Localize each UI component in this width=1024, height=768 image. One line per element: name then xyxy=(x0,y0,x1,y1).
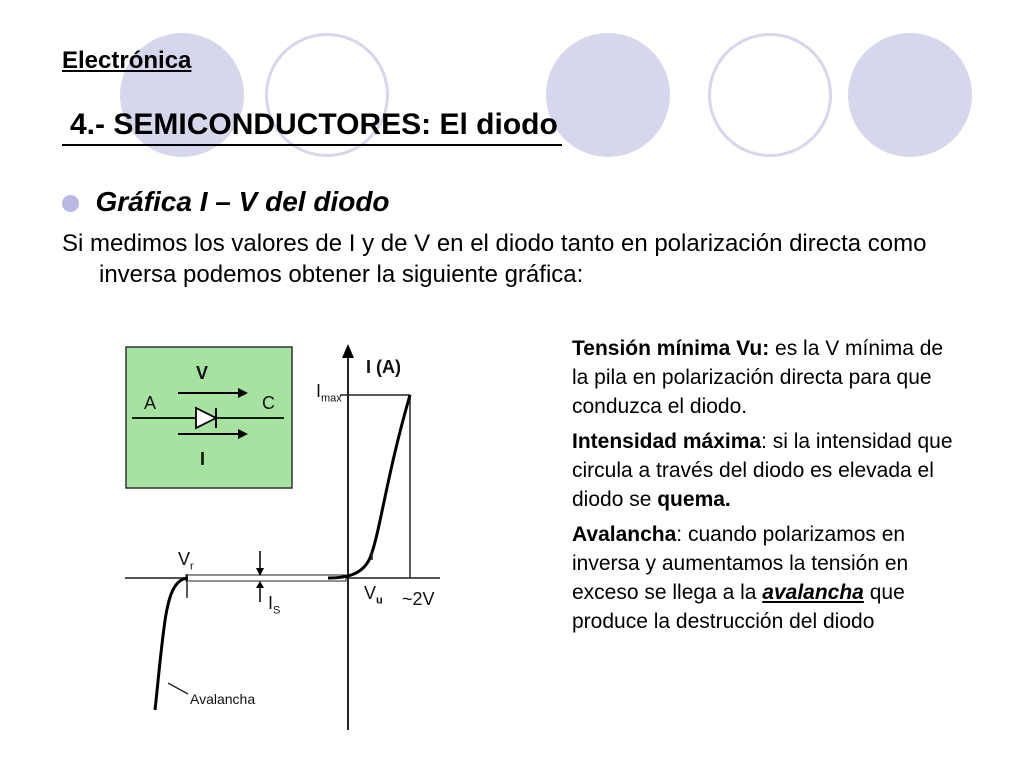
bullet-text: Gráfica I – V del diodo xyxy=(95,186,390,217)
bullet-heading xyxy=(62,186,390,218)
inset-v-label: V xyxy=(196,363,209,383)
note-vu-term: Tensión mínima Vu: xyxy=(572,337,770,360)
note-vu-text: es la V mínima de la pila en polarización directa para que conduzca el diodo. xyxy=(572,337,944,418)
vu-label-main: V xyxy=(364,583,377,603)
inset-i-label: I xyxy=(200,449,206,469)
note-avalanche-emph: avalancha xyxy=(762,581,864,604)
decor-circle-3 xyxy=(546,33,670,157)
vr-label xyxy=(178,550,194,573)
bullet-icon xyxy=(62,195,79,212)
iv-curve-graphic xyxy=(118,338,448,730)
y-axis-label: I (A) xyxy=(366,357,401,377)
note-avalanche-term: Avalancha xyxy=(572,523,677,546)
is-label-main: I xyxy=(268,593,274,613)
imax-label-sub: max xyxy=(321,392,342,405)
vr-label-main: V xyxy=(178,549,191,569)
inset-c-label: C xyxy=(262,393,275,413)
note-avalanche xyxy=(572,520,964,636)
intro-paragraph: Si medimos los valores de I y de V en el diodo tanto en polarización directa como inversa podemos obtener la siguiente gráfica: xyxy=(62,230,927,288)
note-avalanche-text: : cuando polarizamos en inversa y aumentamos la tensión en exceso se llega a la xyxy=(572,523,909,604)
imax-label xyxy=(316,382,342,405)
avalanche-pointer xyxy=(168,683,188,694)
vu-label xyxy=(364,584,383,607)
note-imax-term: Intensidad máxima xyxy=(572,430,762,453)
note-avalanche-tail: que produce la destrucción del diodo xyxy=(572,581,905,633)
reverse-flat-region xyxy=(186,575,346,581)
note-vu xyxy=(572,334,964,421)
is-arrowhead-up xyxy=(256,581,264,588)
avalanche-label: Avalancha xyxy=(190,691,256,707)
avalanche-curve xyxy=(155,578,188,710)
imax-label-main: I xyxy=(316,381,322,401)
note-imax-text: : si la intensidad que circula a través del diodo es elevada el diodo se xyxy=(572,430,953,511)
notes-column xyxy=(572,334,964,642)
iv-curve-figure xyxy=(118,338,448,730)
decor-circle-5 xyxy=(848,33,972,157)
vu-label-sub: u xyxy=(376,594,383,607)
inset-a-label: A xyxy=(144,393,157,413)
decor-ring-4 xyxy=(708,33,832,157)
title-underline xyxy=(62,144,562,146)
page-title xyxy=(62,108,562,142)
is-label xyxy=(268,594,280,617)
two-volt-label: ~2V xyxy=(402,589,435,609)
vr-label-sub: r xyxy=(190,560,194,573)
note-imax xyxy=(572,427,964,514)
forward-curve xyxy=(328,395,410,578)
subject-heading: Electrónica xyxy=(62,47,192,74)
page-title-text: 4.- SEMICONDUCTORES: El diodo xyxy=(70,108,558,141)
is-label-sub: S xyxy=(273,604,281,617)
y-axis-arrowhead xyxy=(342,344,354,358)
note-imax-tail: quema. xyxy=(657,488,731,511)
